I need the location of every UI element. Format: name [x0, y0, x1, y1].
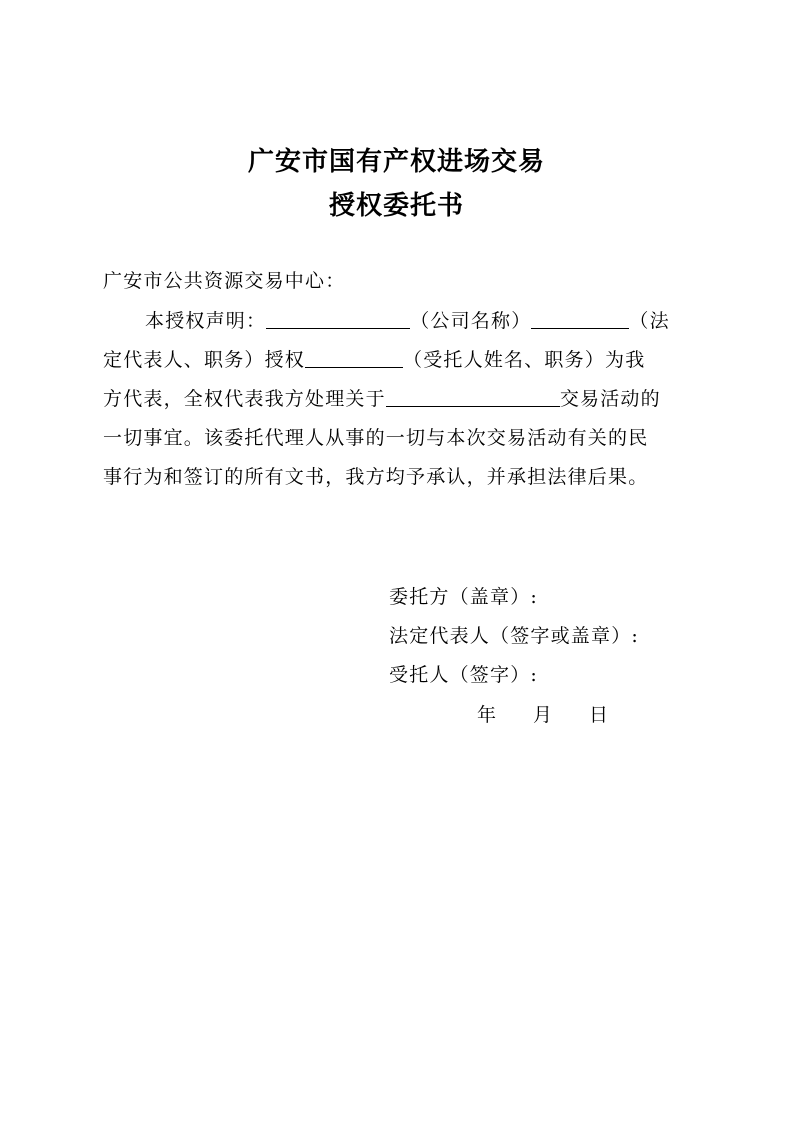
- date-month: 月: [533, 704, 553, 726]
- agent-name-label: （受托人姓名、职务）为我: [403, 349, 646, 371]
- legal-representative-blank[interactable]: [531, 310, 629, 329]
- addressee: 广安市公共资源交易中心：: [103, 270, 346, 292]
- agent-signature-line: 受托人（签字）:: [389, 664, 539, 686]
- authority-text: 方代表，全权代表我方处理关于: [103, 388, 386, 410]
- company-name-blank[interactable]: [266, 310, 410, 329]
- statement-intro: 本授权声明：: [145, 310, 267, 332]
- agent-name-blank[interactable]: [305, 349, 403, 368]
- paragraph-line-4: 一切事宜。该委托代理人从事的一切与本次交易活动有关的民: [103, 427, 649, 449]
- transaction-activity-text: 交易活动的: [559, 388, 661, 410]
- legal-rep-signature-line: 法定代表人（签字或盖章）:: [389, 625, 640, 647]
- date-line: [477, 700, 608, 727]
- paragraph-line-2: [103, 345, 703, 372]
- paragraph-line-1: [103, 306, 703, 333]
- company-name-label: （公司名称）: [410, 310, 532, 332]
- transaction-item-blank[interactable]: [386, 388, 560, 407]
- date-day: 日: [589, 704, 609, 726]
- document-title-line2: 授权委托书: [328, 191, 464, 221]
- document-title-line1: 广安市国有产权进场交易: [247, 147, 545, 177]
- date-year: 年: [477, 704, 497, 726]
- legal-representative-label-end: 定代表人、职务）授权: [103, 349, 306, 371]
- principal-seal-line: 委托方（盖章）:: [389, 586, 539, 608]
- legal-representative-label-start: （法: [629, 310, 670, 332]
- paragraph-line-3: [103, 384, 703, 411]
- paragraph-line-5: 事行为和签订的所有文书，我方均予承认，并承担法律后果。: [103, 466, 649, 488]
